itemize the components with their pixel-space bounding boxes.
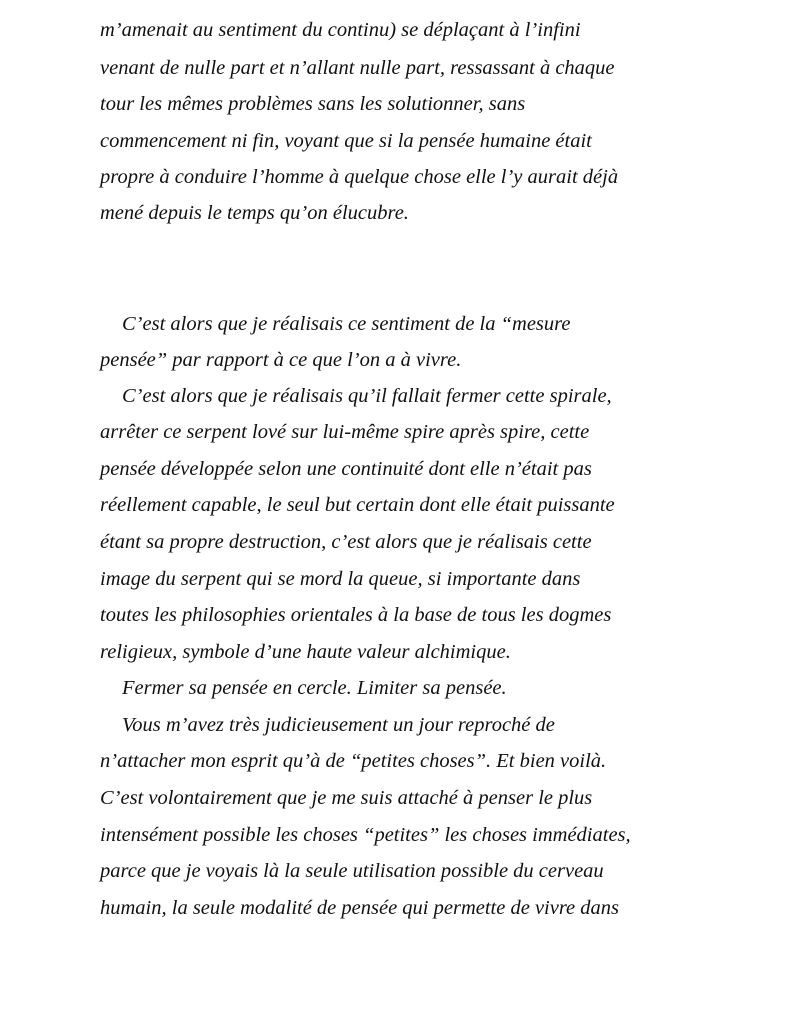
text-line: étant sa propre destruction, c’est alors que je réalisais cette	[100, 531, 592, 553]
text-line: C’est volontairement que je me suis attaché à penser le plus	[100, 787, 593, 809]
text-line: réellement capable, le seul but certain dont elle était puissante	[100, 494, 615, 516]
paragraph-first-line: Vous m’avez très judicieusement un jour reproché de	[122, 714, 555, 736]
text-line: mené depuis le temps qu’on élucubre.	[100, 202, 409, 224]
paragraph-first-line: C’est alors que je réalisais ce sentiment de la “mesure	[122, 313, 571, 335]
text-line: parce que je voyais là la seule utilisation possible du cerveau	[100, 860, 604, 882]
text-line: intensément possible les choses “petites” les choses immédiates,	[100, 824, 631, 846]
text-line: m’amenait au sentiment du continu) se déplaçant à l’infini	[100, 19, 581, 41]
paragraph-first-line: Fermer sa pensée en cercle. Limiter sa pensée.	[122, 677, 507, 699]
text-line: arrêter ce serpent lové sur lui-même spire après spire, cette	[100, 421, 590, 443]
text-line: image du serpent qui se mord la queue, si importante dans	[100, 568, 581, 590]
text-line: pensée” par rapport à ce que l’on a à vivre.	[100, 349, 462, 371]
text-line: religieux, symbole d’une haute valeur alchimique.	[100, 641, 511, 663]
text-line: propre à conduire l’homme à quelque chose elle l’y aurait déjà	[100, 166, 619, 188]
text-line: n’attacher mon esprit qu’à de “petites choses”. Et bien voilà.	[100, 750, 607, 772]
text-line: tour les mêmes problèmes sans les solutionner, sans	[100, 93, 526, 115]
text-line: commencement ni fin, voyant que si la pensée humaine était	[100, 130, 592, 152]
text-line: toutes les philosophies orientales à la base de tous les dogmes	[100, 604, 612, 626]
paragraph-first-line: C’est alors que je réalisais qu’il fallait fermer cette spirale,	[122, 385, 612, 407]
text-line: humain, la seule modalité de pensée qui permette de vivre dans	[100, 897, 620, 919]
text-line: venant de nulle part et n’allant nulle part, ressassant à chaque	[100, 57, 615, 79]
text-line: pensée développée selon une continuité dont elle n’était pas	[100, 458, 592, 480]
